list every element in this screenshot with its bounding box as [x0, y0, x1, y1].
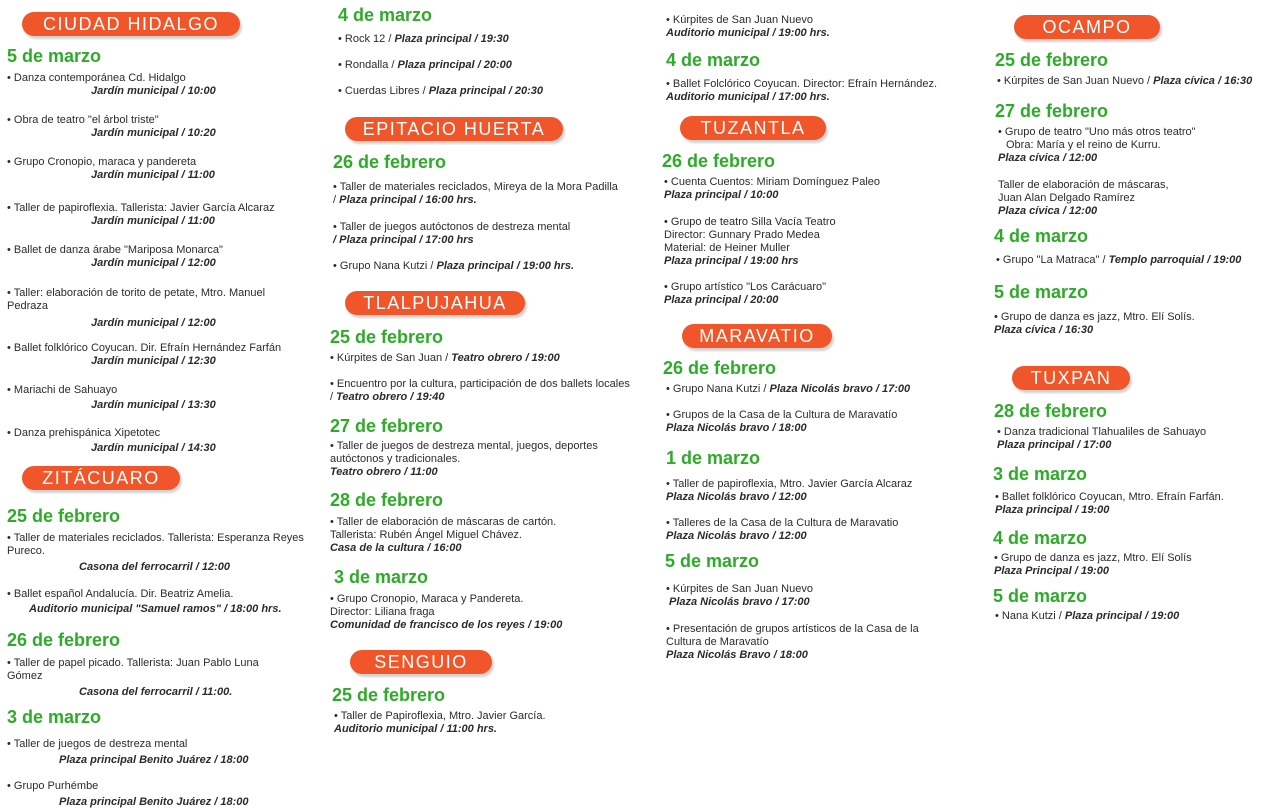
event-title: • Rondalla — [338, 59, 388, 71]
column-4 — [990, 0, 1280, 810]
event-title: • Kúrpites de San Juan Nuevo — [666, 14, 976, 27]
event-venue: Auditorio municipal / 19:00 hrs. — [666, 27, 830, 39]
event-item: • Cuerdas Libres / Plaza principal / 20:30 — [338, 85, 648, 98]
event-item — [330, 593, 635, 632]
event-venue: Plaza principal / 20:00 — [664, 294, 779, 306]
event-title: • Taller de juegos de destreza mental, juegos, deportes autóctonos y tradicionales. — [330, 440, 635, 466]
event-venue: Plaza Principal / 19:00 — [994, 565, 1109, 577]
event-venue: Plaza principal / 19:30 — [394, 33, 509, 45]
municipality-header: ZITÁCUARO — [22, 466, 180, 490]
event-venue: Plaza cívica / 16:30 — [1153, 75, 1253, 87]
event-venue: / Plaza principal / 17:00 hrs — [333, 234, 474, 246]
event-venue: Plaza principal / 19:00 hrs. — [436, 260, 575, 272]
date-heading: 4 de marzo — [994, 226, 1089, 246]
event-title: • Taller: elaboración de torito de petate, Mtro. Manuel Pedraza — [7, 287, 307, 313]
event-subtitle: Director: Gunnary Prado Medea — [664, 229, 820, 241]
event-item: • Taller de materiales reciclados, Mireya de la Mora Padilla / Plaza principal / 16:00 hrs. — [333, 181, 623, 207]
date-heading: 26 de febrero — [662, 151, 776, 171]
municipality-header: OCAMPO — [1014, 15, 1160, 39]
column-2 — [325, 0, 655, 810]
event-item: • Kúrpites de San Juan / Teatro obrero / 19:00 — [330, 352, 640, 365]
date-heading: 25 de febrero — [332, 685, 446, 705]
date-heading: 3 de marzo — [7, 707, 102, 727]
event-venue: Templo parroquial / 19:00 — [1108, 254, 1242, 266]
event-venue: Jardín municipal / 13:30 — [91, 399, 216, 411]
event-title: • Taller de juegos autóctonos de destreza mental — [333, 221, 623, 234]
event-item: • Nana Kutzi / Plaza principal / 19:00 — [995, 610, 1280, 623]
date-heading: 3 de marzo — [993, 464, 1088, 484]
event-item — [666, 517, 976, 543]
event-item — [7, 287, 307, 330]
event-title: • Grupo de danza es jazz, Mtro. Elí Solís. — [994, 311, 1279, 324]
date-heading: 5 de marzo — [7, 46, 102, 66]
date-heading: 26 de febrero — [7, 630, 121, 650]
date-heading: 27 de febrero — [330, 416, 444, 436]
event-title: • Taller de Papiroflexia, Mtro. Javier García. — [334, 710, 639, 723]
municipality-header: SENGUIO — [350, 650, 492, 674]
event-venue: Auditorio municipal / 11:00 hrs. — [334, 723, 497, 735]
event-item — [994, 552, 1279, 578]
event-item — [666, 14, 976, 40]
event-item — [664, 176, 974, 202]
event-title: • Ballet folklórico Coyucan. Dir. Efraín Hernández Farfán — [7, 342, 312, 355]
event-item — [7, 342, 312, 368]
event-title: • Taller de papiroflexia, Mtro. Javier García Alcaraz — [666, 478, 976, 491]
event-subtitle: Tallerista: Rubén Ángel Miguel Chávez. — [330, 529, 522, 541]
event-venue: Plaza principal / 20:00 — [397, 59, 512, 71]
event-item — [7, 156, 307, 182]
event-title: • Taller de materiales reciclados. Tallerista: Esperanza Reyes Pureco. — [7, 532, 307, 558]
event-venue: Casa de la cultura / 16:00 — [330, 542, 462, 554]
event-item — [7, 738, 307, 767]
municipality-header: TUZANTLA — [680, 116, 826, 140]
event-title: • Grupo Nana Kutzi — [333, 260, 427, 272]
event-venue: Teatro obrero / 11:00 — [330, 466, 438, 478]
date-heading: 1 de marzo — [666, 448, 761, 468]
event-venue: Jardín municipal / 11:00 — [91, 169, 215, 181]
event-venue: Plaza Nicolás bravo / 18:00 — [666, 422, 807, 434]
event-subtitle: Obra: María y el reino de Kurru. — [1006, 139, 1161, 151]
event-title: • Grupo de danza es jazz, Mtro. Elí Solís — [994, 552, 1279, 565]
event-venue: Jardín municipal / 10:20 — [91, 127, 216, 139]
event-item — [995, 491, 1280, 517]
event-item: • Encuentro por la cultura, participación de dos ballets locales / Teatro obrero / 19:40 — [330, 378, 635, 404]
event-venue: Plaza Nicolás Bravo / 18:00 — [666, 649, 808, 661]
event-venue: Plaza principal / 10:00 — [664, 189, 779, 201]
date-heading: 5 de marzo — [994, 282, 1089, 302]
event-title: • Grupo artístico "Los Carácuaro" — [664, 281, 974, 294]
column-3 — [660, 0, 985, 810]
event-title: • Ballet Folclórico Coyucan. Director: Efraín Hernández. — [666, 78, 981, 91]
event-title: • Grupo Cronopio, Maraca y Pandereta. — [330, 593, 635, 606]
event-venue: Jardín municipal / 12:00 — [91, 317, 216, 329]
event-venue: Plaza Nicolás bravo / 12:00 — [666, 491, 807, 503]
event-title: • Ballet folklórico Coyucan, Mtro. Efraín Farfán. — [995, 491, 1280, 504]
event-venue: Casona del ferrocarril / 12:00 — [79, 561, 231, 573]
event-item — [664, 216, 974, 268]
event-title: • Kúrpites de San Juan Nuevo — [666, 583, 976, 596]
event-venue: Plaza principal / 20:30 — [428, 85, 544, 97]
event-title: • Kúrpites de San Juan Nuevo — [997, 75, 1147, 87]
event-item — [997, 426, 1280, 452]
event-title: • Cuerdas Libres — [338, 85, 420, 97]
event-title: • Ballet de danza árabe "Mariposa Monarca" — [7, 244, 307, 257]
event-title: • Kúrpites de San Juan — [330, 352, 442, 364]
date-heading: 25 de febrero — [7, 506, 121, 526]
event-item — [7, 532, 307, 574]
event-title: • Taller de elaboración de máscaras de cartón. — [330, 516, 635, 529]
event-title: • Cuenta Cuentos: Miriam Domínguez Paleo — [664, 176, 974, 189]
event-item — [7, 72, 307, 98]
event-item — [666, 409, 976, 435]
event-item — [7, 780, 307, 809]
event-item — [666, 583, 976, 609]
event-item: • Grupo Nana Kutzi / Plaza Nicolás bravo / 17:00 — [666, 383, 976, 396]
event-venue: Jardín municipal / 14:30 — [91, 442, 216, 454]
date-heading: 3 de marzo — [334, 567, 429, 587]
event-title: • Presentación de grupos artísticos de la Casa de la Cultura de Maravatío — [666, 623, 956, 649]
event-title: • Obra de teatro "el árbol triste" — [7, 114, 307, 127]
event-item — [330, 440, 635, 479]
event-item — [333, 221, 623, 247]
event-venue: Plaza principal / 19:00 — [995, 504, 1110, 516]
event-title: • Ballet español Andalucía. Dir. Beatriz Amelia. — [7, 588, 307, 601]
event-title: • Taller de papiroflexia. Tallerista: Javier García Alcaraz — [7, 202, 307, 215]
event-title: • Grupo Cronopio, maraca y pandereta — [7, 156, 307, 169]
event-item — [998, 126, 1278, 165]
event-venue: Jardín municipal / 12:00 — [91, 257, 216, 269]
event-venue: Plaza Nicolás bravo / 17:00 — [669, 596, 810, 608]
event-subtitle: Material: de Heiner Muller — [664, 242, 790, 254]
event-venue: Plaza cívica / 12:00 — [998, 152, 1098, 164]
event-item: • Kúrpites de San Juan Nuevo / Plaza cívica / 16:30 — [997, 75, 1280, 88]
event-item — [330, 516, 635, 555]
event-title: • Taller de juegos de destreza mental — [7, 738, 307, 751]
event-venue: Plaza principal Benito Juárez / 18:00 — [59, 796, 249, 808]
event-title: • Nana Kutzi — [995, 610, 1056, 622]
event-venue: Jardín municipal / 10:00 — [91, 85, 216, 97]
date-heading: 4 de marzo — [993, 528, 1088, 548]
event-venue: Plaza principal / 19:00 hrs — [664, 255, 799, 267]
event-title: • Rock 12 — [338, 33, 385, 45]
event-venue: Jardín municipal / 11:00 — [91, 215, 215, 227]
date-heading: 28 de febrero — [994, 401, 1108, 421]
event-title: • Grupo Nana Kutzi — [666, 383, 760, 395]
event-venue: Plaza cívica / 16:30 — [994, 324, 1094, 336]
date-heading: 5 de marzo — [665, 551, 760, 571]
date-heading: 25 de febrero — [330, 327, 444, 347]
event-title: • Talleres de la Casa de la Cultura de Maravatio — [666, 517, 976, 530]
event-title: Taller de elaboración de máscaras, — [998, 179, 1169, 191]
event-venue: Casona del ferrocarril / 11:00. — [79, 686, 233, 698]
event-title: • Danza contemporánea Cd. Hidalgo — [7, 72, 307, 85]
date-heading: 27 de febrero — [995, 101, 1109, 121]
event-item — [7, 427, 307, 455]
column-1 — [0, 0, 320, 810]
event-item — [334, 710, 639, 736]
event-venue: Plaza principal / 16:00 hrs. — [339, 194, 477, 206]
event-title: • Taller de materiales reciclados, Mireya de la Mora Padilla — [333, 181, 618, 193]
event-venue: Teatro obrero / 19:00 — [451, 352, 560, 364]
event-venue: Jardín municipal / 12:30 — [91, 355, 216, 367]
event-item — [7, 114, 307, 140]
date-heading: 25 de febrero — [995, 50, 1109, 70]
event-venue: Plaza principal Benito Juárez / 18:00 — [59, 754, 249, 766]
event-item — [7, 202, 307, 228]
event-item — [7, 588, 307, 616]
event-title: • Encuentro por la cultura, participación de dos ballets locales — [330, 378, 630, 390]
event-item — [666, 623, 956, 662]
event-item: • Grupo "La Matraca" / Templo parroquial / 19:00 — [996, 254, 1280, 267]
event-subtitle: Director: Liliana fraga — [330, 606, 435, 618]
event-item: • Grupo Nana Kutzi / Plaza principal / 19:00 hrs. — [333, 260, 643, 273]
date-heading: 4 de marzo — [666, 50, 761, 70]
event-venue: Plaza cívica / 12:00 — [998, 205, 1098, 217]
event-venue: Plaza principal / 19:00 — [1064, 610, 1180, 622]
event-title: • Danza tradicional Tlahualiles de Sahuayo — [997, 426, 1280, 439]
event-title: • Grupo de teatro Silla Vacía Teatro — [664, 216, 974, 229]
event-item — [666, 478, 976, 504]
event-title: • Grupos de la Casa de la Cultura de Maravatío — [666, 409, 976, 422]
date-heading: 26 de febrero — [333, 152, 447, 172]
municipality-header: TLALPUJAHUA — [345, 291, 525, 315]
event-venue: Teatro obrero / 19:40 — [336, 391, 445, 403]
event-title: • Mariachi de Sahuayo — [7, 384, 307, 397]
event-venue: Plaza principal / 17:00 — [997, 439, 1112, 451]
event-item — [7, 244, 307, 270]
event-title: • Danza prehispánica Xipetotec — [7, 427, 307, 440]
event-item — [994, 311, 1279, 337]
event-item — [998, 179, 1278, 218]
date-heading: 26 de febrero — [663, 358, 777, 378]
event-item: • Rondalla / Plaza principal / 20:00 — [338, 59, 648, 72]
date-heading: 5 de marzo — [993, 586, 1088, 606]
event-item — [7, 384, 307, 412]
event-venue: Auditorio municipal "Samuel ramos" / 18:00 hrs. — [29, 603, 282, 615]
date-heading: 4 de marzo — [338, 5, 433, 25]
date-heading: 28 de febrero — [330, 490, 444, 510]
event-subtitle: Juan Alan Delgado Ramírez — [998, 192, 1135, 204]
event-venue: Plaza Nicolás bravo / 17:00 — [769, 383, 911, 395]
municipality-header: MARAVATIO — [682, 324, 832, 348]
event-item — [666, 78, 981, 104]
event-item — [664, 281, 974, 307]
municipality-header: CIUDAD HIDALGO — [22, 12, 240, 36]
event-venue: Comunidad de francisco de los reyes / 19:00 — [330, 619, 563, 631]
event-item: • Rock 12 / Plaza principal / 19:30 — [338, 33, 648, 46]
event-venue: Auditorio municipal / 17:00 hrs. — [666, 91, 830, 103]
municipality-header: EPITACIO HUERTA — [345, 117, 563, 141]
event-venue: Plaza Nicolás bravo / 12:00 — [666, 530, 807, 542]
event-title: • Grupo "La Matraca" — [996, 254, 1099, 266]
event-title: • Taller de papel picado. Tallerista: Juan Pablo Luna Gómez — [7, 657, 297, 683]
event-title: • Grupo de teatro "Uno más otros teatro" — [998, 126, 1278, 139]
event-title: • Grupo Purhémbe — [7, 780, 307, 793]
municipality-header: TUXPAN — [1012, 366, 1130, 390]
event-item — [7, 657, 297, 699]
